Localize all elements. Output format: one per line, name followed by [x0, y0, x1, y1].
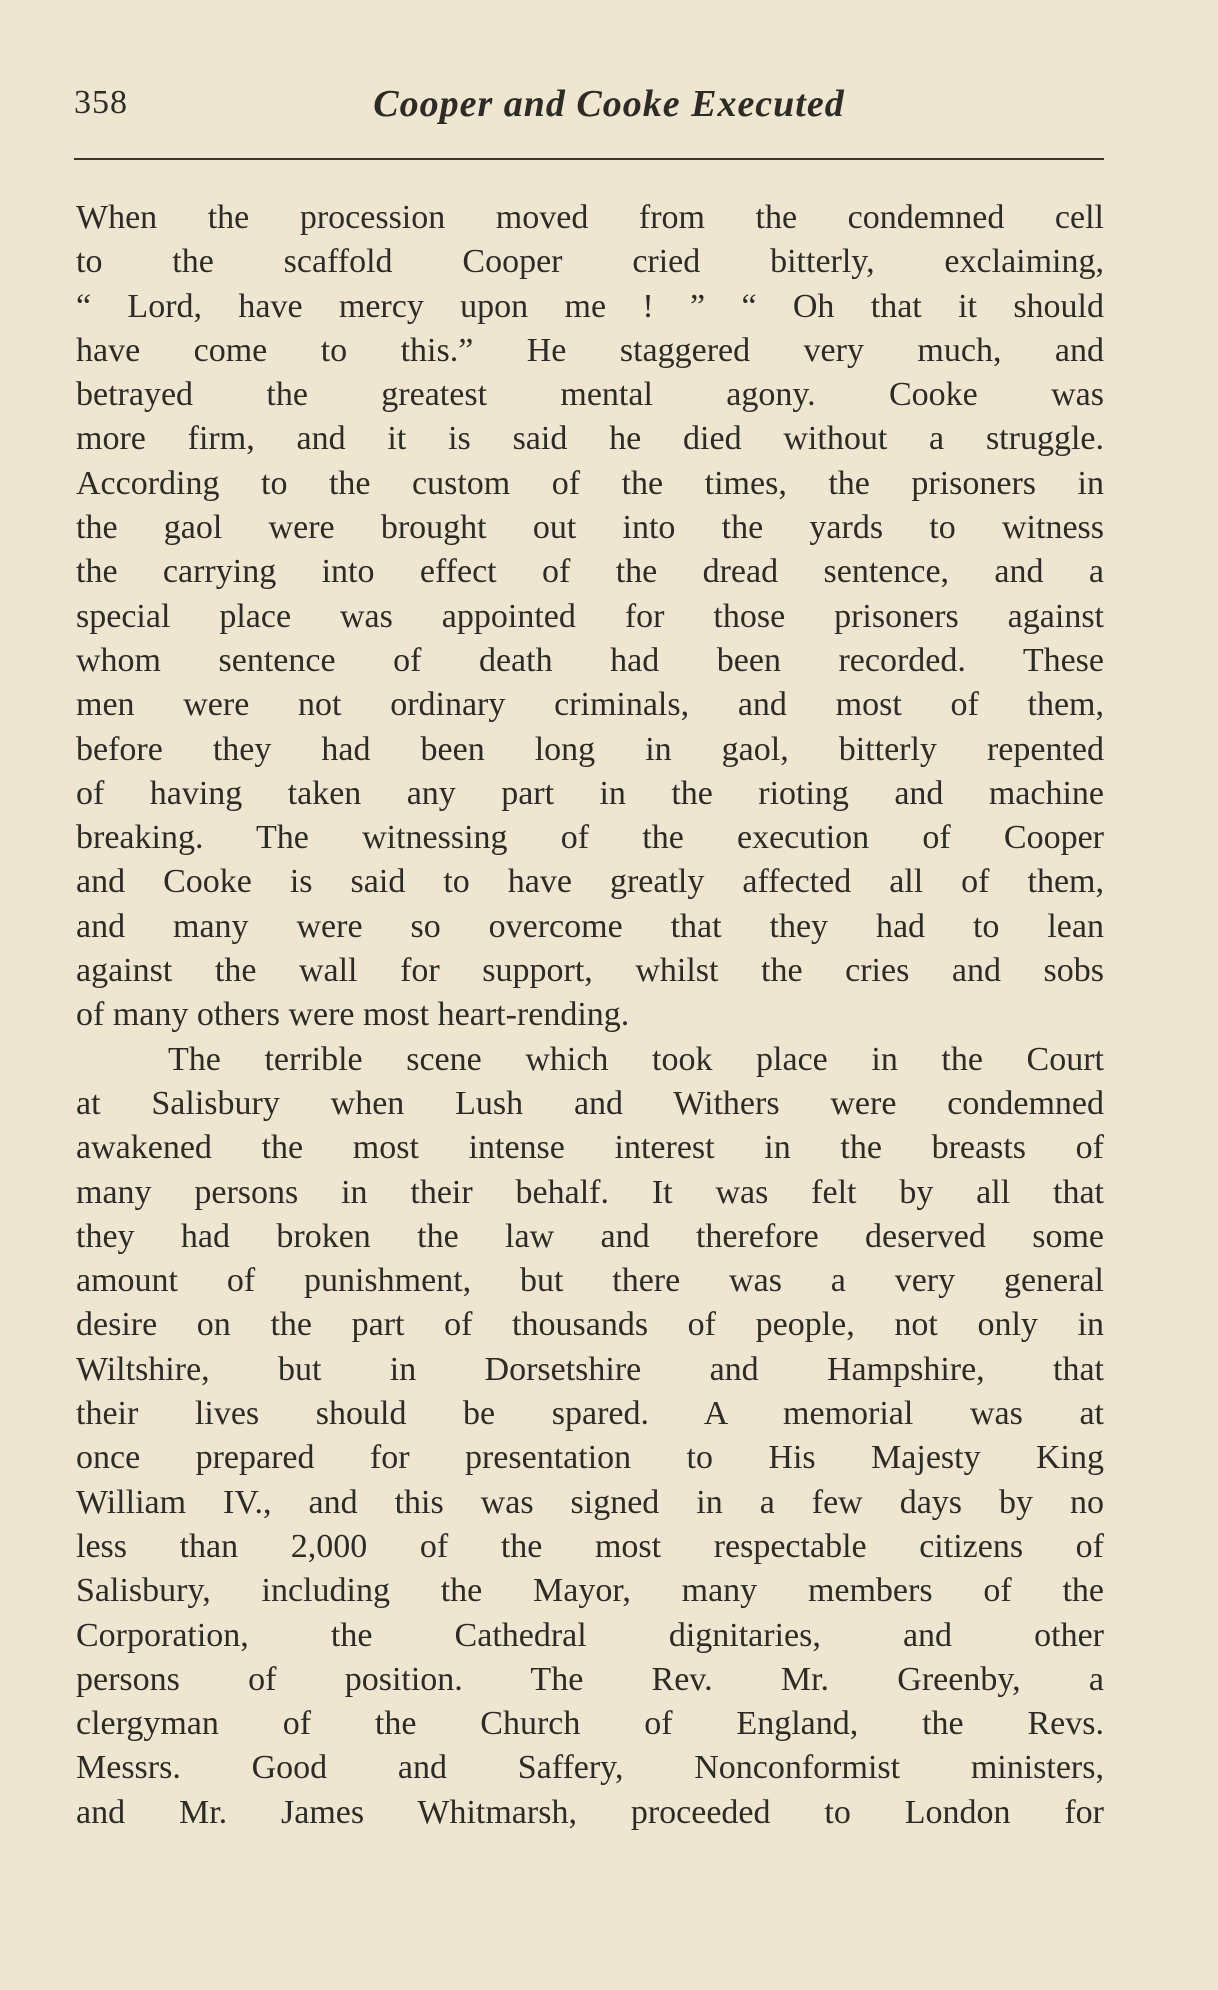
text-line: When the procession moved from the condemned cell: [76, 199, 1104, 236]
text-line: the carrying into effect of the dread sentence, and a: [76, 553, 1104, 591]
text-line: more firm, and it is said he died without a struggle.: [76, 420, 1104, 458]
text-line: the gaol were brought out into the yards to witness: [76, 509, 1104, 547]
text-line: William IV., and this was signed in a few days by no: [76, 1483, 1104, 1521]
text-line: betrayed the greatest mental agony. Cooke was: [76, 376, 1104, 414]
text-line: to the scaffold Cooper cried bitterly, exclaiming,: [76, 243, 1104, 281]
text-line: before they had been long in gaol, bitterly repented: [76, 730, 1104, 768]
body-text: [76, 196, 1104, 1835]
text-line: Corporation, the Cathedral dignitaries, and other: [76, 1616, 1104, 1654]
text-line: of having taken any part in the rioting and machine: [76, 774, 1104, 812]
text-line: awakened the most intense interest in the breasts of: [76, 1129, 1104, 1167]
text-line: they had broken the law and therefore deserved some: [76, 1217, 1104, 1255]
paragraph-start-line: The terrible scene which took place in the Court: [168, 1040, 1104, 1078]
text-line: amount of punishment, but there was a very general: [76, 1262, 1104, 1300]
text-line: many persons in their behalf. It was felt by all that: [76, 1173, 1104, 1211]
text-line: breaking. The witnessing of the execution of Cooper: [76, 819, 1104, 857]
text-line: at Salisbury when Lush and Withers were condemned: [76, 1084, 1104, 1122]
header-rule: [74, 158, 1104, 160]
text-line: special place was appointed for those prisoners against: [76, 597, 1104, 635]
text-line: clergyman of the Church of England, the Revs.: [76, 1705, 1104, 1743]
text-line: against the wall for support, whilst the cries and sobs: [76, 952, 1104, 990]
text-line: their lives should be spared. A memorial was at: [76, 1395, 1104, 1433]
text-line: and Cooke is said to have greatly affected all of them,: [76, 863, 1104, 901]
running-head: [74, 78, 1104, 138]
text-line: According to the custom of the times, the prisoners in: [76, 464, 1104, 502]
text-line: men were not ordinary criminals, and most of them,: [76, 686, 1104, 724]
text-line: “ Lord, have mercy upon me ! ” “ Oh that it should: [76, 287, 1104, 325]
text-line: persons of position. The Rev. Mr. Greenby, a: [76, 1660, 1104, 1698]
chapter-title: Cooper and Cooke Executed: [373, 83, 845, 125]
paragraph-end-line: of many others were most heart-rending.: [76, 996, 630, 1034]
page-number: 358: [74, 84, 128, 121]
text-line: and many were so overcome that they had to lean: [76, 907, 1104, 945]
text-line: Wiltshire, but in Dorsetshire and Hampshire, that: [76, 1350, 1104, 1388]
text-line: whom sentence of death had been recorded. These: [76, 641, 1104, 679]
text-line: less than 2,000 of the most respectable citizens of: [76, 1527, 1104, 1565]
text-line: desire on the part of thousands of people, not only in: [76, 1306, 1104, 1344]
text-line: Messrs. Good and Saffery, Nonconformist ministers,: [76, 1749, 1104, 1787]
text-line: have come to this.” He staggered very much, and: [76, 331, 1104, 369]
text-line: Salisbury, including the Mayor, many members of the: [76, 1572, 1104, 1610]
text-line: and Mr. James Whitmarsh, proceeded to London for: [76, 1793, 1104, 1831]
text-line: once prepared for presentation to His Majesty King: [76, 1439, 1104, 1477]
